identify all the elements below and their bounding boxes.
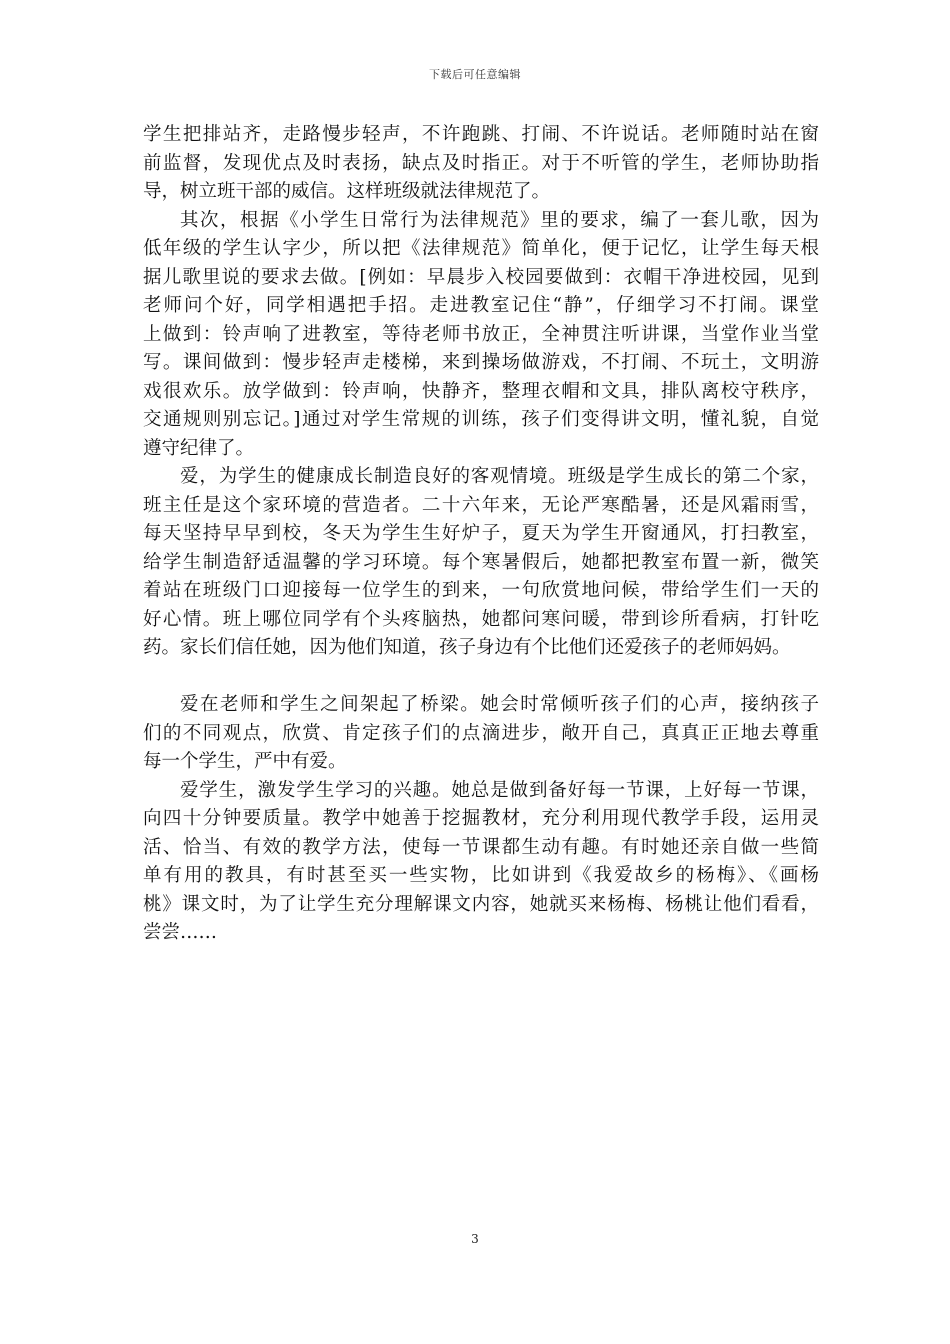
text-line: 前监督，发现优点及时表扬，缺点及时指正。对于不听管的学生，老师协助指 (143, 152, 819, 174)
text-line: 导，树立班干部的威信。这样班级就法律规范了。 (143, 181, 551, 202)
text-line: 们的不同观点，欣赏、肯定孩子们的点滴进步，敞开自己，真真正正地去尊重 (143, 722, 819, 744)
paragraph (143, 207, 819, 464)
text-line: 向四十分钟要质量。教学中她善于挖掘教材，充分利用现代教学手段，运用灵 (143, 808, 819, 829)
text-line: 学生把排站齐，走路慢步轻声，不许跑跳、打闹、不许说话。老师随时站在窗 (143, 124, 819, 145)
text-line: 写。课间做到：慢步轻声走楼梯，来到操场做游戏，不打闹、不玩土，文明游 (143, 352, 819, 373)
text-line: 班主任是这个家环境的营造者。二十六年来，无论严寒酷暑，还是风霜雨雪， (143, 494, 819, 516)
text-line: 桃》课文时，为了让学生充分理解课文内容，她就买来杨梅、杨桃让他们看看， (143, 893, 819, 915)
text-line: 交通规则别忘记。]通过对学生常规的训练，孩子们变得讲文明，懂礼貌，自觉 (143, 409, 819, 430)
text-line: 着站在班级门口迎接每一位学生的到来，一句欣赏地问候，带给学生们一天的 (143, 580, 819, 601)
paragraph-gap (143, 663, 819, 692)
text-line: 好心情。班上哪位同学有个头疼脑热，她都问寒问暖，带到诊所看病，打针吃 (143, 608, 819, 630)
text-line: 遵守纪律了。 (143, 437, 255, 459)
text-line: 爱，为学生的健康成长制造良好的客观情境。班级是学生成长的第二个家， (180, 466, 819, 487)
document-body (143, 121, 819, 948)
paragraph (143, 777, 819, 948)
text-line: 爱在老师和学生之间架起了桥梁。她会时常倾听孩子们的心声，接纳孩子 (180, 694, 819, 715)
text-line: 老师问个好，同学相遇把手招。走进教室记住“静”，仔细学习不打闹。课堂 (143, 295, 819, 316)
paragraph (143, 463, 819, 663)
text-line: 单有用的教具，有时甚至买一些实物，比如讲到《我爱故乡的杨梅》、《画杨 (143, 865, 819, 886)
text-line: 每天坚持早早到校，冬天为学生生好炉子，夏天为学生开窗通风，打扫教室， (143, 523, 819, 544)
page-header: 下载后可任意编辑 (429, 68, 521, 81)
paragraph (143, 691, 819, 777)
text-line: 据儿歌里说的要求去做。[例如：早晨步入校园要做到：衣帽干净进校园，见到 (143, 266, 819, 288)
text-line: 活、恰当、有效的教学方法，使每一节课都生动有趣。有时她还亲自做一些简 (143, 836, 819, 858)
text-line: 每一个学生，严中有爱。 (143, 751, 347, 772)
text-line: 药。家长们信任她，因为他们知道，孩子身边有个比他们还爱孩子的老师妈妈。 (143, 637, 791, 658)
paragraph (143, 121, 819, 207)
text-line: 尝尝…… (143, 922, 218, 943)
text-line: 给学生制造舒适温馨的学习环境。每个寒暑假后，她都把教室布置一新，微笑 (143, 551, 819, 573)
text-line: 其次，根据《小学生日常行为法律规范》里的要求，编了一套儿歌，因为 (180, 209, 819, 231)
text-line: 戏很欢乐。放学做到：铃声响，快静齐，整理衣帽和文具，排队离校守秩序， (143, 380, 819, 402)
text-line: 低年级的学生认字少，所以把《法律规范》简单化，便于记忆，让学生每天根 (143, 238, 819, 259)
text-line: 上做到：铃声响了进教室，等待老师书放正，全神贯注听讲课，当堂作业当堂 (143, 323, 819, 345)
page-number: 3 (471, 1232, 479, 1246)
text-line: 爱学生，激发学生学习的兴趣。她总是做到备好每一节课，上好每一节课， (180, 779, 819, 801)
